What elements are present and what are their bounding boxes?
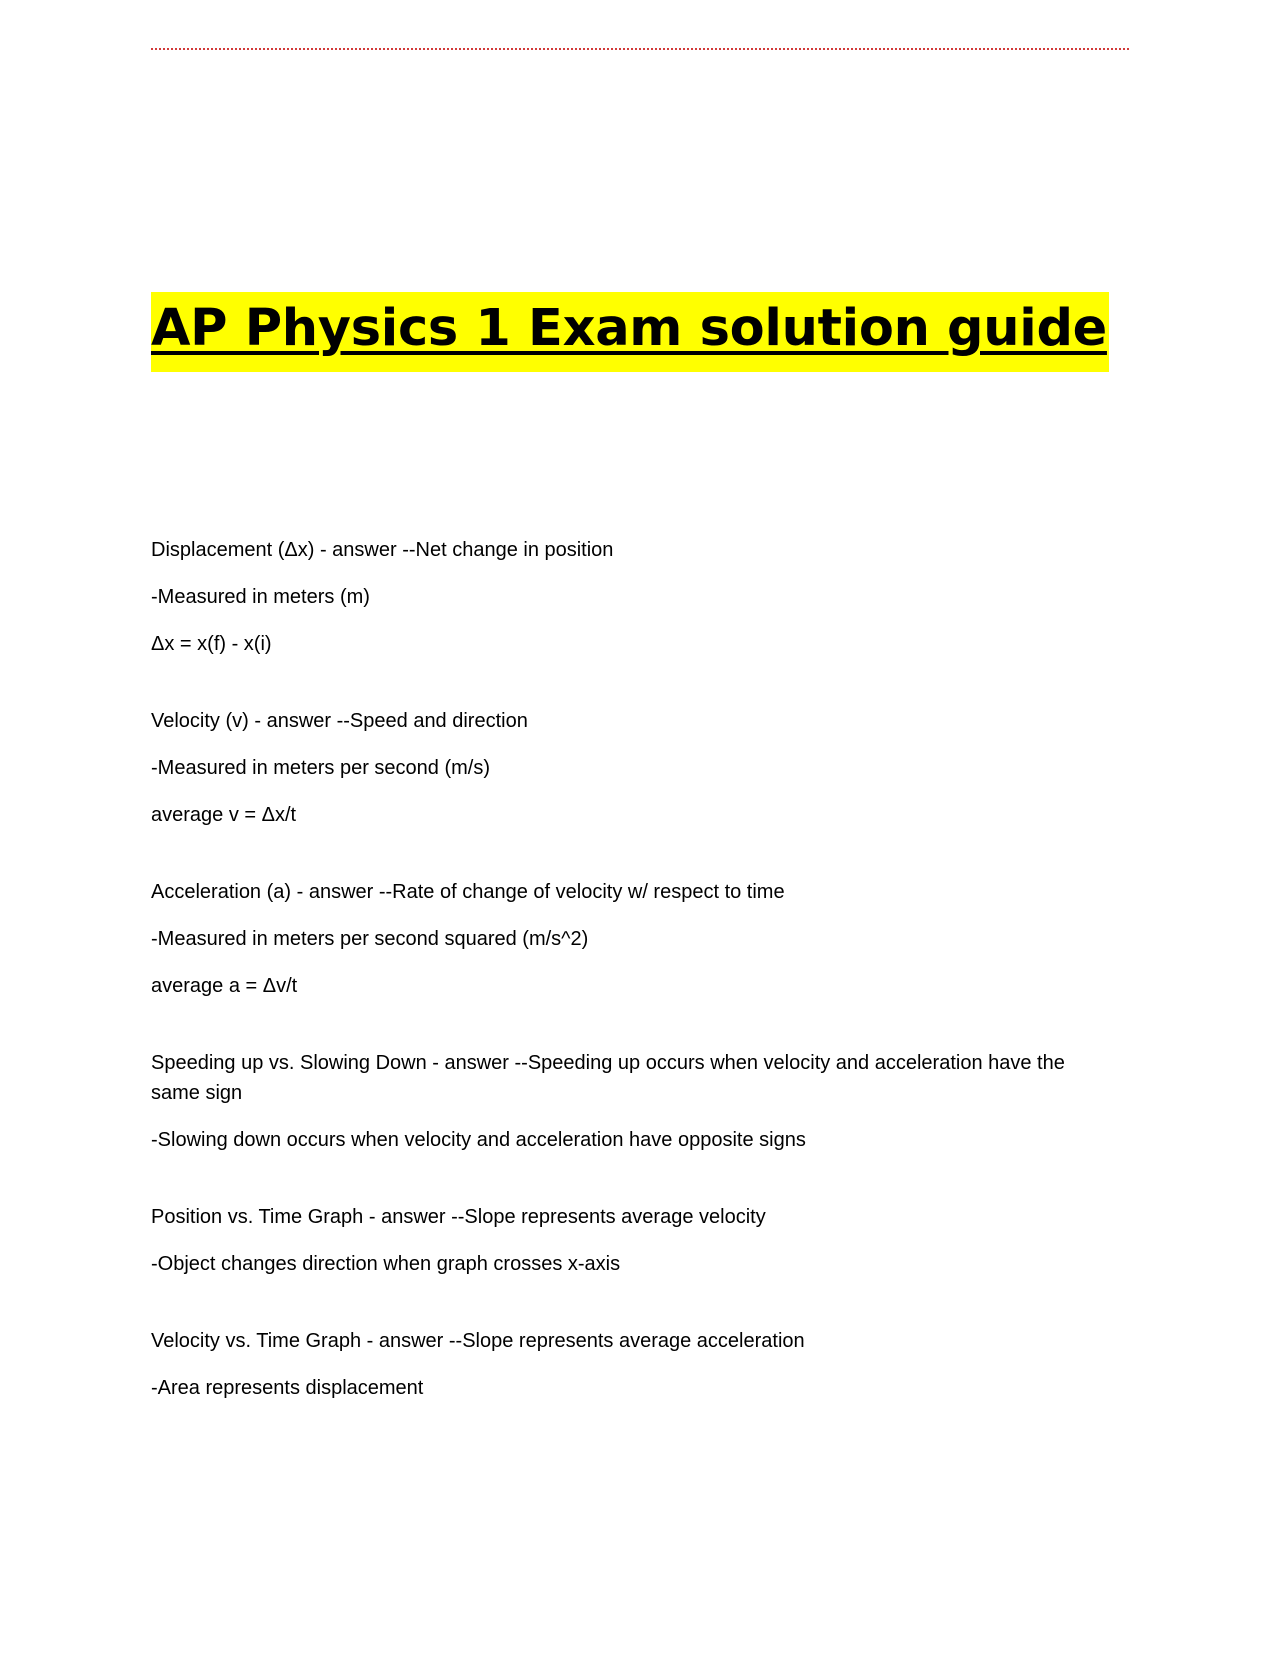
title-highlight	[151, 292, 1109, 372]
term-definition: Velocity vs. Time Graph - answer --Slope represents average acceleration	[151, 1330, 805, 1352]
term-definition: Speeding up vs. Slowing Down - answer --Speeding up occurs when velocity and acceleration have the same sign	[151, 1052, 1065, 1104]
header-rule	[151, 48, 1129, 50]
section-acceleration	[151, 877, 1111, 1001]
term-note: -Area represents displacement	[151, 1377, 424, 1399]
section-displacement	[151, 535, 1111, 659]
section-speeding-up	[151, 1048, 1111, 1155]
section-velocity	[151, 706, 1111, 830]
term-unit: -Measured in meters per second (m/s)	[151, 757, 491, 779]
section-position-graph	[151, 1202, 1111, 1279]
term-unit: -Measured in meters per second squared (m/s^2)	[151, 928, 589, 950]
term-definition: Acceleration (a) - answer --Rate of change of velocity w/ respect to time	[151, 881, 785, 903]
term-definition: Velocity (v) - answer --Speed and direction	[151, 710, 528, 732]
term-note: -Slowing down occurs when velocity and acceleration have opposite signs	[151, 1129, 806, 1151]
document-title: AP Physics 1 Exam solution guide	[151, 299, 1107, 358]
term-formula: average v = Δx/t	[151, 804, 297, 826]
term-definition: Position vs. Time Graph - answer --Slope represents average velocity	[151, 1206, 766, 1228]
term-formula: average a = Δv/t	[151, 975, 298, 997]
section-velocity-graph	[151, 1326, 1111, 1403]
term-definition: Displacement (Δx) - answer --Net change in position	[151, 539, 614, 561]
term-formula: Δx = x(f) - x(i)	[151, 633, 272, 655]
term-unit: -Measured in meters (m)	[151, 586, 370, 608]
term-note: -Object changes direction when graph crosses x-axis	[151, 1253, 621, 1275]
document-body	[151, 535, 1111, 1450]
